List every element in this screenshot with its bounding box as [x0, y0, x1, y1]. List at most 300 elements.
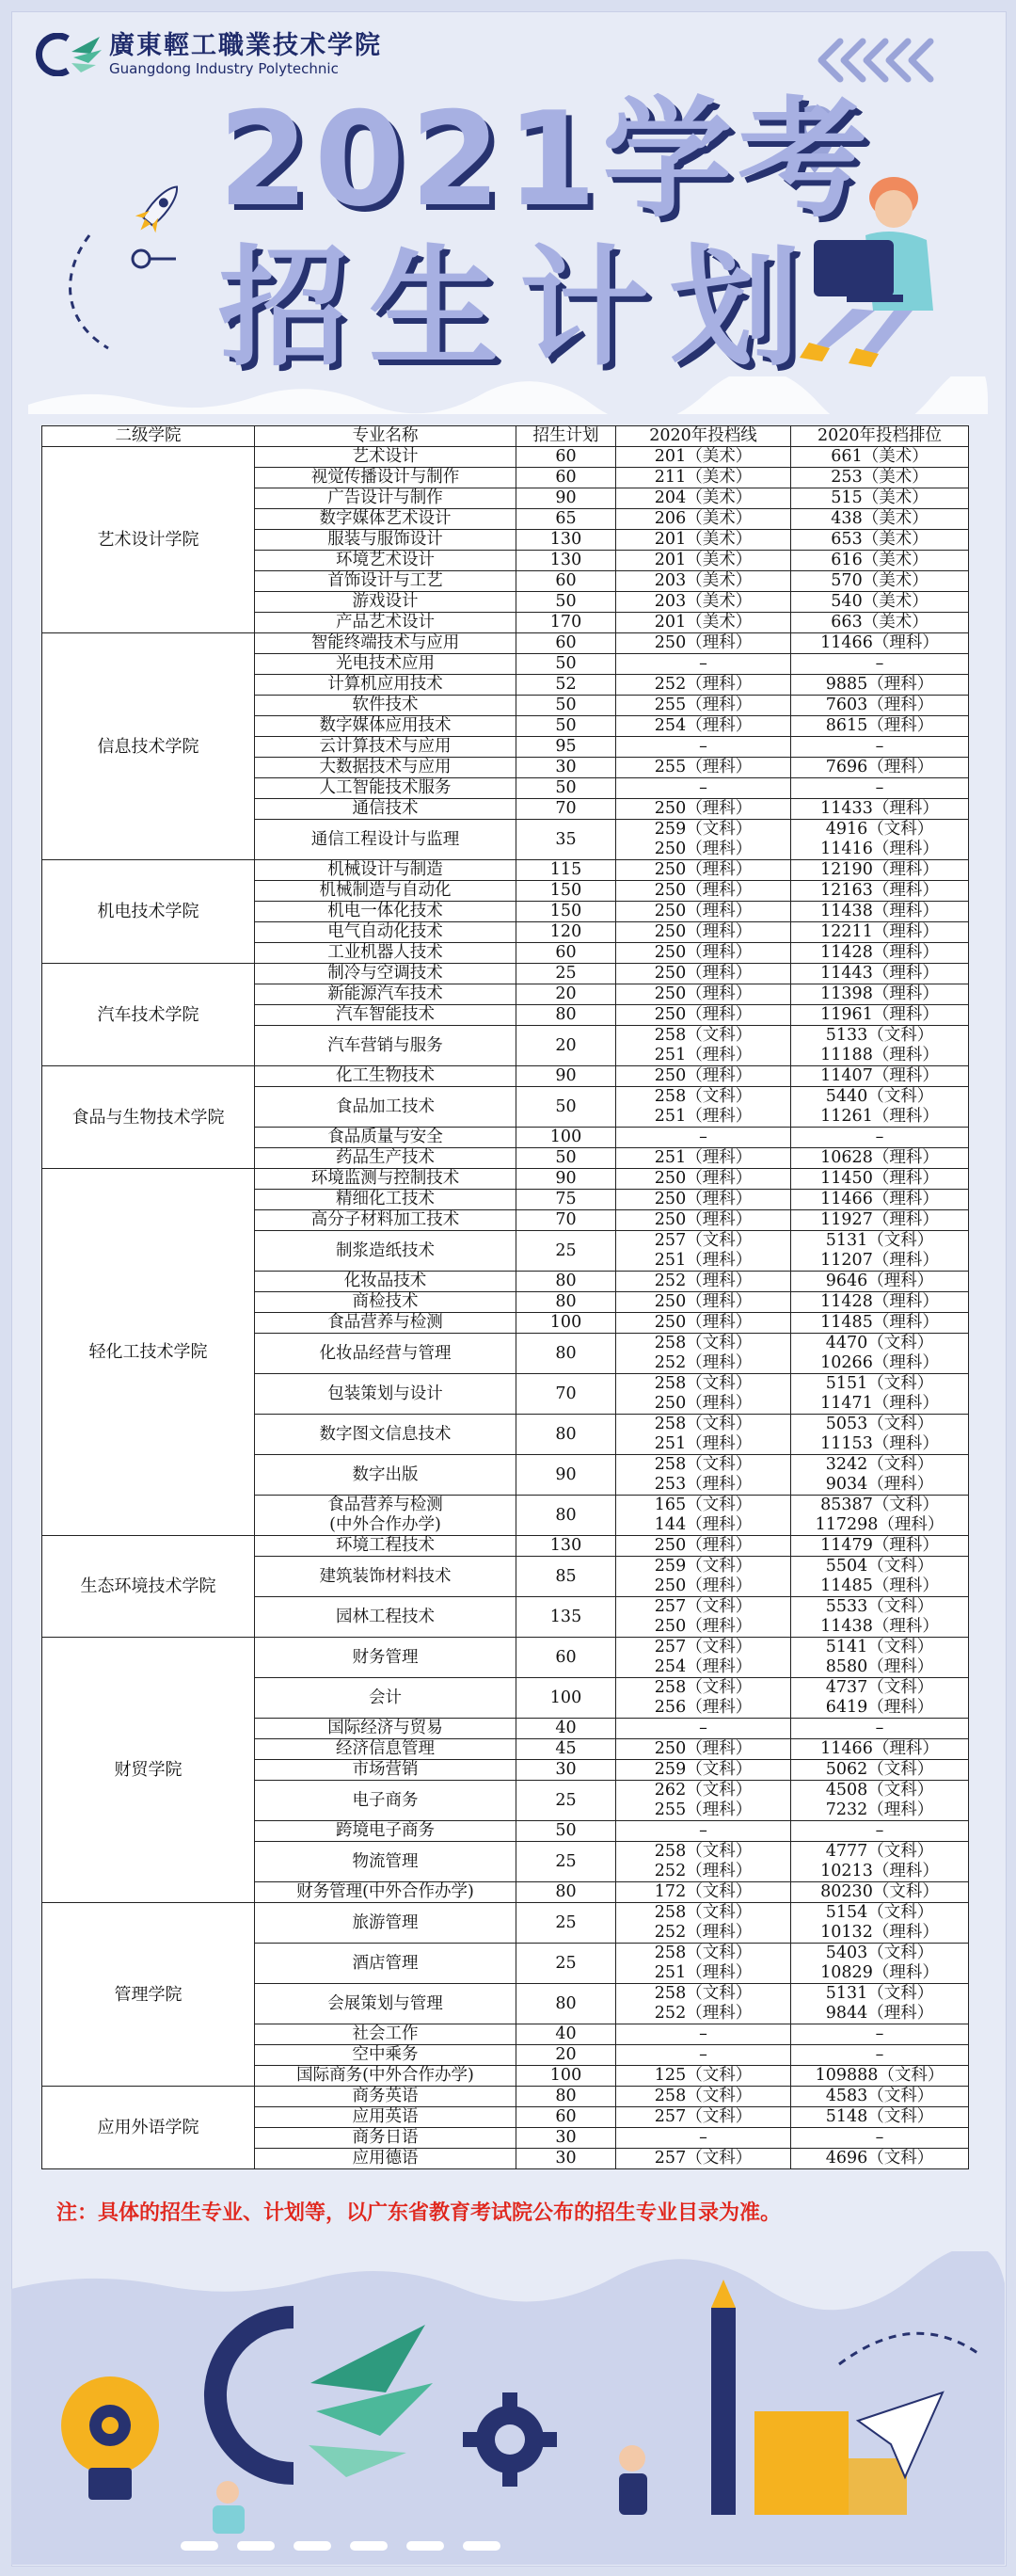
- cell-line: 258（文科）: [654, 1087, 753, 1106]
- cell-line: 5141（文科）: [825, 1638, 934, 1656]
- cell-line: 515（美术）: [831, 488, 929, 507]
- score-cell: [616, 468, 791, 488]
- score-cell: [616, 1313, 791, 1334]
- major-cell: [255, 2149, 516, 2169]
- cell-line: 11188（理科）: [820, 1046, 939, 1064]
- cell-line: 201（美术）: [654, 447, 753, 466]
- major-cell: [255, 1719, 516, 1739]
- cell-line: 4508（文科）: [825, 1781, 934, 1800]
- rank-cell: [791, 1536, 969, 1557]
- cell-line: 258（文科）: [654, 1944, 753, 1962]
- cell-line: 环境监测与控制技术: [310, 1169, 460, 1188]
- cell-line: 10132（理科）: [820, 1923, 939, 1942]
- score-cell: [616, 633, 791, 654]
- rank-cell: [791, 551, 969, 571]
- cell-line: 250（理科）: [654, 1005, 753, 1024]
- score-cell: [616, 654, 791, 675]
- cell-line: 11398（理科）: [820, 984, 939, 1003]
- cell-line: 253（理科）: [654, 1475, 753, 1494]
- major-cell: [255, 1374, 516, 1415]
- rank-cell: [791, 881, 969, 902]
- major-cell: [255, 1005, 516, 1026]
- cell-line: 汽车营销与服务: [327, 1035, 443, 1055]
- cell-line: 5440（文科）: [825, 1087, 934, 1106]
- rank-cell: [791, 1231, 969, 1272]
- rank-cell: [791, 2024, 969, 2045]
- school-cell: 机电技术学院: [42, 860, 255, 964]
- school-cell: 食品与生物技术学院: [42, 1066, 255, 1169]
- cell-line: 250（理科）: [654, 1576, 753, 1595]
- major-cell: [255, 1984, 516, 2024]
- score-cell: [616, 1842, 791, 1882]
- logo-chinese-name: 廣東輕工職業技术学院: [109, 31, 382, 60]
- cell-line: 大数据技术与应用: [319, 758, 452, 776]
- score-cell: [616, 778, 791, 799]
- plan-cell: 85: [516, 1557, 616, 1597]
- cell-line: 251（理科）: [654, 1963, 753, 1982]
- cell-line: 616（美术）: [831, 551, 929, 569]
- cell-line: 5403（文科）: [825, 1944, 934, 1962]
- column-header-score-2020: 2020年投档线: [616, 426, 791, 447]
- score-cell: [616, 1334, 791, 1374]
- plan-cell: 150: [516, 902, 616, 922]
- cell-line: 4916（文科）: [825, 820, 934, 839]
- cell-line: 109888（文科）: [815, 2066, 945, 2085]
- major-cell: [255, 633, 516, 654]
- cell-line: 商务日语: [352, 2128, 419, 2147]
- major-cell: [255, 1231, 516, 1272]
- score-cell: [616, 1026, 791, 1066]
- cell-line: 250（理科）: [654, 1066, 753, 1085]
- major-cell: [255, 1944, 516, 1984]
- wave-divider: [28, 376, 988, 414]
- cell-line: 5148（文科）: [825, 2107, 934, 2126]
- rank-cell: [791, 1190, 969, 1210]
- score-cell: [616, 613, 791, 633]
- plan-cell: 100: [516, 1678, 616, 1719]
- cell-line: 建筑装饰材料技术: [319, 1566, 452, 1586]
- cell-line: –: [699, 1821, 707, 1840]
- score-cell: [616, 758, 791, 778]
- rank-cell: [791, 1678, 969, 1719]
- major-cell: [255, 2107, 516, 2128]
- cell-line: 255（理科）: [654, 1800, 753, 1819]
- rank-cell: [791, 1760, 969, 1781]
- cell-line: 258（文科）: [654, 1678, 753, 1697]
- score-cell: [616, 1169, 791, 1190]
- cell-line: 环境艺术设计: [336, 551, 435, 569]
- score-cell: [616, 696, 791, 716]
- score-cell: [616, 1781, 791, 1821]
- score-cell: [616, 1128, 791, 1148]
- cell-line: –: [875, 2045, 884, 2064]
- rank-cell: [791, 571, 969, 592]
- major-cell: [255, 1026, 516, 1066]
- major-cell: [255, 592, 516, 613]
- score-cell: [616, 716, 791, 737]
- cell-line: 250（理科）: [654, 860, 753, 879]
- major-cell: [255, 1190, 516, 1210]
- major-cell: [255, 758, 516, 778]
- cell-line: 258（文科）: [654, 1984, 753, 2003]
- cell-line: 252（理科）: [654, 2004, 753, 2023]
- rank-cell: [791, 1374, 969, 1415]
- cell-line: 云计算技术与应用: [319, 737, 452, 756]
- cell-line: 工业机器人技术: [327, 943, 443, 962]
- table-row: [42, 1903, 969, 1944]
- major-cell: [255, 984, 516, 1005]
- rank-cell: [791, 509, 969, 530]
- cell-line: 258（文科）: [654, 1334, 753, 1352]
- table-row: [42, 1169, 969, 1190]
- school-cell: 生态环境技术学院: [42, 1536, 255, 1638]
- score-cell: [616, 1190, 791, 1210]
- major-cell: [255, 902, 516, 922]
- rank-cell: [791, 1005, 969, 1026]
- cell-line: 11471（理科）: [820, 1394, 939, 1413]
- plan-cell: 80: [516, 1882, 616, 1903]
- plan-cell: 20: [516, 1026, 616, 1066]
- rank-cell: [791, 2045, 969, 2066]
- cell-line: 汽车智能技术: [336, 1005, 435, 1024]
- cell-line: 12163（理科）: [820, 881, 939, 900]
- cell-line: 250（理科）: [654, 1739, 753, 1758]
- cell-line: 251（理科）: [654, 1107, 753, 1126]
- score-cell: [616, 943, 791, 964]
- major-cell: [255, 530, 516, 551]
- plan-cell: 60: [516, 447, 616, 468]
- cell-line: 251（理科）: [654, 1046, 753, 1064]
- cell-line: –: [699, 737, 707, 756]
- cell-line: 251（理科）: [654, 1434, 753, 1453]
- cell-line: 252（理科）: [654, 1272, 753, 1290]
- major-cell: [255, 654, 516, 675]
- major-cell: [255, 1334, 516, 1374]
- plan-cell: 130: [516, 1536, 616, 1557]
- cell-line: 252（理科）: [654, 1862, 753, 1880]
- cell-line: 财务管理: [352, 1647, 419, 1667]
- plan-cell: 100: [516, 1128, 616, 1148]
- cell-line: 11450（理科）: [820, 1169, 939, 1188]
- column-header-school: 二级学院: [42, 426, 255, 447]
- bottom-illustration: [11, 2251, 1005, 2565]
- table-row: [42, 964, 969, 984]
- cell-line: 7696（理科）: [825, 758, 934, 776]
- rank-cell: [791, 1496, 969, 1536]
- cell-line: 11443（理科）: [820, 964, 939, 983]
- score-cell: [616, 1536, 791, 1557]
- plan-cell: 120: [516, 922, 616, 943]
- table-row: [42, 860, 969, 881]
- cell-line: 4696（文科）: [825, 2149, 934, 2168]
- score-cell: [616, 1415, 791, 1455]
- rank-cell: [791, 943, 969, 964]
- score-cell: [616, 1210, 791, 1231]
- cell-line: –: [699, 1719, 707, 1737]
- cell-line: 食品质量与安全: [327, 1128, 443, 1146]
- rank-cell: [791, 964, 969, 984]
- major-cell: [255, 1739, 516, 1760]
- cell-line: 8615（理科）: [825, 716, 934, 735]
- cell-line: 438（美术）: [831, 509, 929, 528]
- major-cell: [255, 1272, 516, 1292]
- plan-cell: 30: [516, 758, 616, 778]
- major-cell: [255, 1760, 516, 1781]
- cell-line: 258（文科）: [654, 1903, 753, 1922]
- major-cell: [255, 799, 516, 820]
- cell-line: 258（文科）: [654, 1455, 753, 1474]
- rank-cell: [791, 799, 969, 820]
- cell-line: 250（理科）: [654, 881, 753, 900]
- cell-line: 258（文科）: [654, 1842, 753, 1861]
- cell-line: 10213（理科）: [820, 1862, 939, 1880]
- plan-cell: 60: [516, 571, 616, 592]
- cell-line: 国际经济与贸易: [327, 1719, 443, 1737]
- major-cell: [255, 1496, 516, 1536]
- cell-line: 257（文科）: [654, 1638, 753, 1656]
- major-cell: [255, 820, 516, 860]
- score-cell: [616, 2107, 791, 2128]
- rank-cell: [791, 1292, 969, 1313]
- cell-line: 206（美术）: [654, 509, 753, 528]
- major-cell: [255, 922, 516, 943]
- rank-cell: [791, 633, 969, 654]
- cell-line: 5504（文科）: [825, 1557, 934, 1576]
- cell-line: 园林工程技术: [336, 1607, 435, 1626]
- cell-line: 化工生物技术: [336, 1066, 435, 1085]
- plan-cell: 60: [516, 1638, 616, 1678]
- cell-line: 商检技术: [352, 1292, 419, 1311]
- cell-line: 人工智能技术服务: [319, 778, 452, 797]
- plan-cell: 30: [516, 2149, 616, 2169]
- cell-line: 旅游管理: [352, 1912, 419, 1932]
- cell-line: 253（美术）: [831, 468, 929, 487]
- cell-line: 262（文科）: [654, 1781, 753, 1800]
- score-cell: [616, 1272, 791, 1292]
- plan-cell: 25: [516, 1781, 616, 1821]
- cell-line: 制浆造纸技术: [336, 1240, 435, 1260]
- cell-line: 食品营养与检测: [327, 1496, 443, 1514]
- score-cell: [616, 675, 791, 696]
- cell-line: 软件技术: [352, 696, 419, 714]
- cell-line: 财务管理(中外合作办学): [296, 1882, 474, 1901]
- score-cell: [616, 509, 791, 530]
- score-cell: [616, 2087, 791, 2107]
- cell-line: 11485（理科）: [820, 1576, 939, 1595]
- cell-line: 144（理科）: [654, 1515, 753, 1534]
- cell-line: 250（理科）: [654, 922, 753, 941]
- score-cell: [616, 1148, 791, 1169]
- school-cell: 管理学院: [42, 1903, 255, 2087]
- cell-line: 201（美术）: [654, 613, 753, 632]
- major-cell: [255, 1842, 516, 1882]
- plan-cell: 60: [516, 943, 616, 964]
- major-cell: [255, 1292, 516, 1313]
- cell-line: 250（理科）: [654, 633, 753, 652]
- major-cell: [255, 778, 516, 799]
- major-cell: [255, 716, 516, 737]
- plan-cell: 50: [516, 696, 616, 716]
- cell-line: 数字媒体应用技术: [319, 716, 452, 735]
- score-cell: [616, 1719, 791, 1739]
- cell-line: 空中乘务: [352, 2045, 419, 2064]
- plan-cell: 90: [516, 1169, 616, 1190]
- plan-cell: 70: [516, 1374, 616, 1415]
- cell-line: 社会工作: [352, 2024, 419, 2043]
- rocket-icon: [52, 169, 212, 367]
- score-cell: [616, 881, 791, 902]
- cell-line: 257（文科）: [654, 1597, 753, 1616]
- major-cell: [255, 1415, 516, 1455]
- rank-cell: [791, 922, 969, 943]
- plan-cell: 100: [516, 1313, 616, 1334]
- major-cell: [255, 675, 516, 696]
- cell-line: 跨境电子商务: [336, 1821, 435, 1840]
- major-cell: [255, 696, 516, 716]
- plan-cell: 50: [516, 1821, 616, 1842]
- cell-line: 数字媒体艺术设计: [319, 509, 452, 528]
- cell-line: 252（理科）: [654, 1353, 753, 1372]
- cell-line: 256（理科）: [654, 1698, 753, 1717]
- major-cell: [255, 2024, 516, 2045]
- cell-line: 11433（理科）: [820, 799, 939, 818]
- cell-line: 4470（文科）: [825, 1334, 934, 1352]
- cell-line: 255（理科）: [654, 696, 753, 714]
- rank-cell: [791, 592, 969, 613]
- cell-line: 255（理科）: [654, 758, 753, 776]
- cell-line: 经济信息管理: [336, 1739, 435, 1758]
- score-cell: [616, 447, 791, 468]
- cell-line: 165（文科）: [654, 1496, 753, 1514]
- score-cell: [616, 1821, 791, 1842]
- score-cell: [616, 1944, 791, 1984]
- cell-line: –: [699, 1128, 707, 1146]
- plan-cell: 90: [516, 1455, 616, 1496]
- major-cell: [255, 2045, 516, 2066]
- cell-line: 3242（文科）: [825, 1455, 934, 1474]
- cell-line: 250（理科）: [654, 1210, 753, 1229]
- cell-line: 化妆品技术: [343, 1272, 427, 1290]
- score-cell: [616, 984, 791, 1005]
- major-cell: [255, 1313, 516, 1334]
- major-cell: [255, 1638, 516, 1678]
- cell-line: 11438（理科）: [820, 902, 939, 920]
- rank-cell: [791, 1739, 969, 1760]
- score-cell: [616, 1882, 791, 1903]
- score-cell: [616, 799, 791, 820]
- score-cell: [616, 1760, 791, 1781]
- cell-line: 250（理科）: [654, 1536, 753, 1555]
- cell-line: 酒店管理: [352, 1953, 419, 1973]
- major-cell: [255, 468, 516, 488]
- major-cell: [255, 943, 516, 964]
- rank-cell: [791, 2107, 969, 2128]
- cell-line: 计算机应用技术: [327, 675, 443, 694]
- major-cell: [255, 1678, 516, 1719]
- plan-cell: 30: [516, 2128, 616, 2149]
- score-cell: [616, 2066, 791, 2087]
- major-cell: [255, 1882, 516, 1903]
- cell-line: 250（理科）: [654, 984, 753, 1003]
- cell-line: 化妆品经营与管理: [319, 1343, 452, 1363]
- cell-line: 高分子材料加工技术: [310, 1210, 460, 1229]
- cell-line: 250（理科）: [654, 902, 753, 920]
- cell-line: –: [875, 778, 884, 797]
- rank-cell: [791, 2066, 969, 2087]
- major-cell: [255, 881, 516, 902]
- score-cell: [616, 737, 791, 758]
- cell-line: 食品加工技术: [336, 1096, 435, 1116]
- cell-line: 259（文科）: [654, 1760, 753, 1779]
- major-cell: [255, 2066, 516, 2087]
- cell-line: 172（文科）: [654, 1882, 753, 1901]
- cell-line: 204（美术）: [654, 488, 753, 507]
- cell-line: –: [699, 2128, 707, 2147]
- major-cell: [255, 860, 516, 881]
- cell-line: 7232（理科）: [825, 1800, 934, 1819]
- cell-line: 11466（理科）: [820, 633, 939, 652]
- rank-cell: [791, 902, 969, 922]
- plan-cell: 80: [516, 1334, 616, 1374]
- plan-cell: 30: [516, 1760, 616, 1781]
- cell-line: 应用德语: [352, 2149, 419, 2168]
- score-cell: [616, 1678, 791, 1719]
- rank-cell: [791, 530, 969, 551]
- plan-cell: 25: [516, 1231, 616, 1272]
- cell-line: 11466（理科）: [820, 1739, 939, 1758]
- school-cell: 艺术设计学院: [42, 447, 255, 633]
- rank-cell: [791, 1781, 969, 1821]
- plan-cell: 25: [516, 964, 616, 984]
- cell-line: 117298（理科）: [815, 1515, 945, 1534]
- score-cell: [616, 2045, 791, 2066]
- cell-line: 250（理科）: [654, 1394, 753, 1413]
- cell-line: –: [875, 1821, 884, 1840]
- cell-line: 250（理科）: [654, 943, 753, 962]
- plan-cell: 60: [516, 468, 616, 488]
- score-cell: [616, 1496, 791, 1536]
- cell-line: 11416（理科）: [820, 840, 939, 858]
- score-cell: [616, 2149, 791, 2169]
- cell-line: 252（理科）: [654, 675, 753, 694]
- score-cell: [616, 2128, 791, 2149]
- cell-line: 制冷与空调技术: [327, 964, 443, 983]
- cell-line: 食品营养与检测: [327, 1313, 443, 1332]
- cell-line: 11407（理科）: [820, 1066, 939, 1085]
- major-cell: [255, 1148, 516, 1169]
- cell-line: 会计: [369, 1688, 402, 1707]
- major-cell: [255, 1169, 516, 1190]
- cell-line: 首饰设计与工艺: [327, 571, 443, 590]
- cell-line: 570（美术）: [831, 571, 929, 590]
- major-cell: [255, 447, 516, 468]
- table-row: [42, 1536, 969, 1557]
- rank-cell: [791, 447, 969, 468]
- cell-line: 11479（理科）: [820, 1536, 939, 1555]
- cell-line: –: [875, 1128, 884, 1146]
- rank-cell: [791, 1557, 969, 1597]
- table-row: [42, 633, 969, 654]
- cell-line: 258（文科）: [654, 1026, 753, 1045]
- cell-line: 250（理科）: [654, 1190, 753, 1208]
- rank-cell: [791, 2128, 969, 2149]
- cell-line: 5053（文科）: [825, 1415, 934, 1433]
- cell-line: 9844（理科）: [825, 2004, 934, 2023]
- cell-line: 251（理科）: [654, 1148, 753, 1167]
- plan-cell: 135: [516, 1597, 616, 1638]
- cell-line: 11961（理科）: [820, 1005, 939, 1024]
- cell-line: 市场营销: [352, 1760, 419, 1779]
